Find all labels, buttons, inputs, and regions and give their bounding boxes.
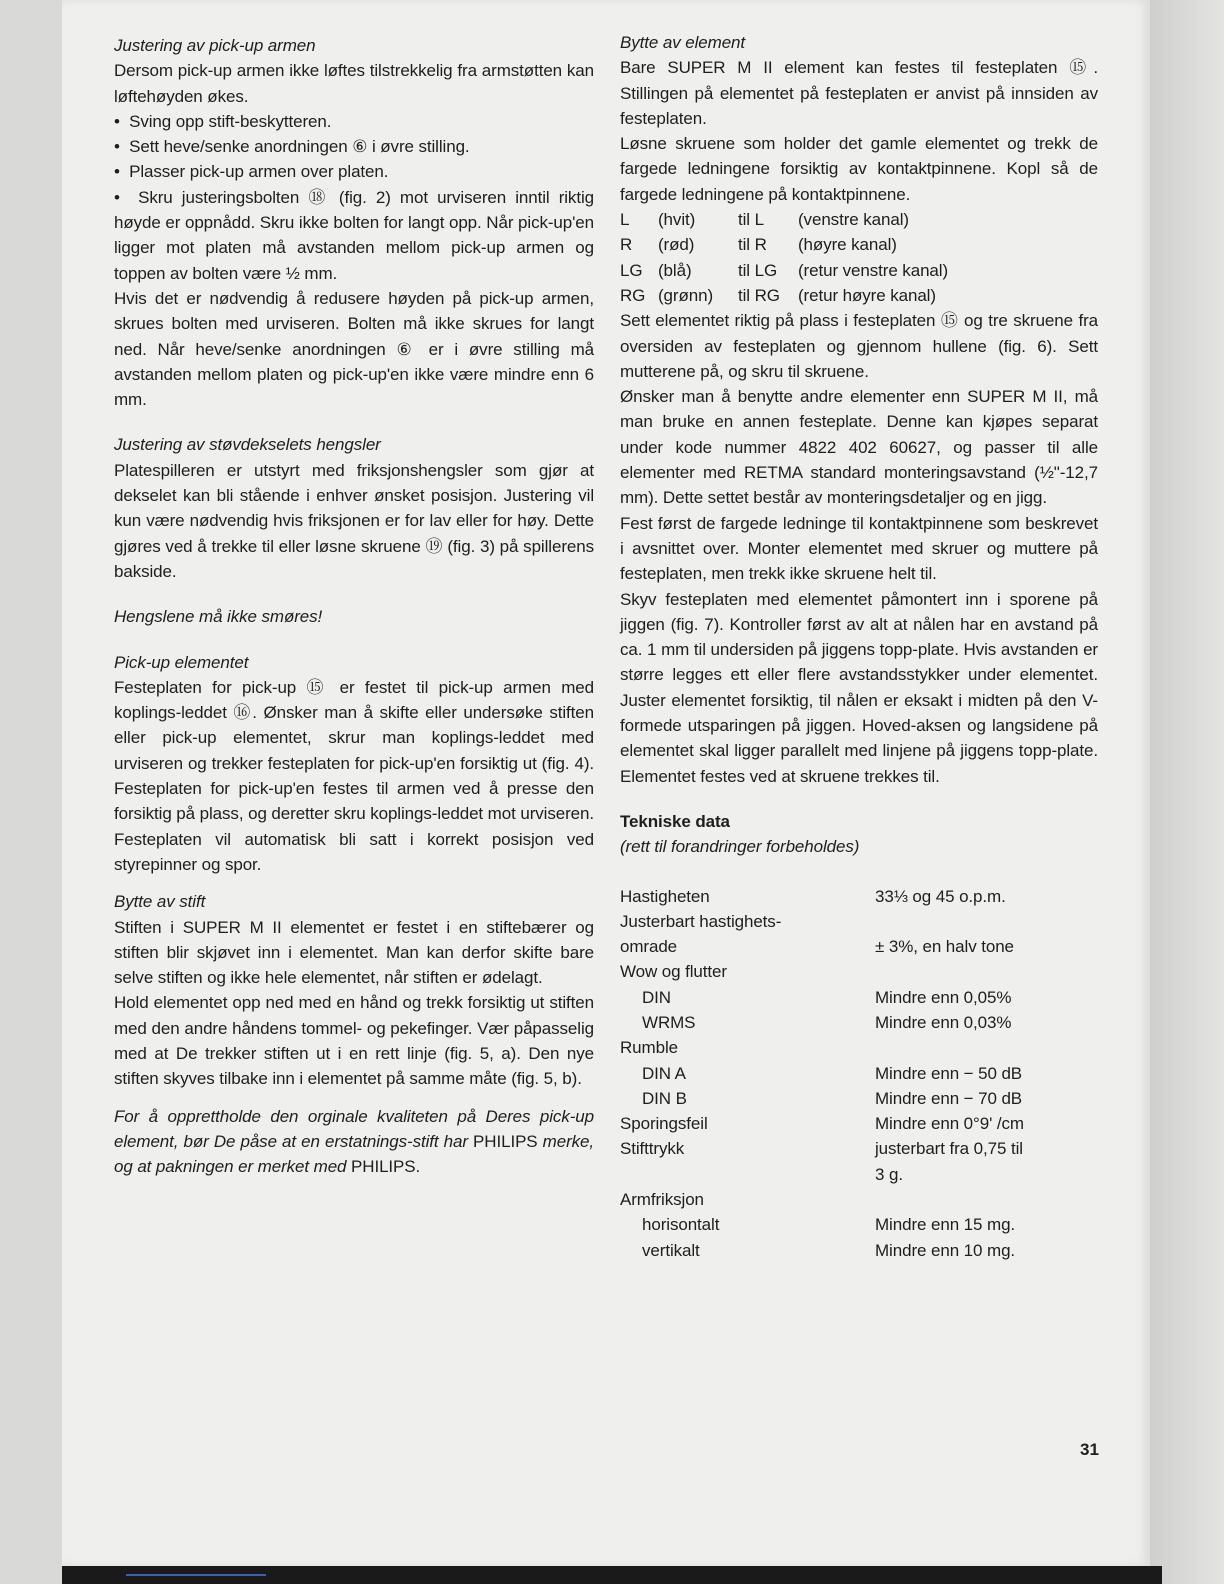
spec-row (620, 1162, 1098, 1187)
wire-target: til R (738, 235, 767, 255)
spec-row (620, 1035, 1098, 1060)
wire-color: (hvit) (658, 210, 696, 230)
paragraph: Ønsker man å benytte andre elementer enn SUPER M II, må man bruke en annen festeplate. Denne kan kjøpes separat under kode nummer 4822 402 60627, og passer til alle elementer med RETMA standard monteringsavstand (½"-12,7 mm). Dette settet består av monteringsdetaljer og en jigg. (620, 387, 1098, 508)
spec-value: Mindre enn − 70 dB (875, 1088, 1023, 1108)
brand-name: PHILIPS. (351, 1157, 421, 1177)
spec-row (620, 909, 1098, 934)
section-heading: Bytte av element (620, 33, 746, 52)
bullet-item: • Sving opp stift-beskytteren. (114, 109, 594, 134)
paragraph: Hold elementet opp ned med en hånd og trekk forsiktig ut stiften med den andre håndens tommel- og pekefinger. Vær påpasselig med at De trekker stiften ut i en rett linje (fig. 5, a). Den nye stiften skyves tilbake inn i elementet på samme måte (fig. 5, b). (114, 993, 594, 1089)
paragraph: Dersom pick-up armen ikke løftes tilstrekkelig fra armstøtten kan løftehøyden økes. (114, 61, 594, 106)
brand-name: PHILIPS (473, 1131, 538, 1151)
tech-heading: Tekniske data (620, 811, 730, 831)
spec-label: DIN (642, 987, 671, 1007)
spec-value: Mindre enn − 50 dB (875, 1063, 1023, 1083)
right-column (620, 30, 1098, 1263)
wire-table (620, 207, 1098, 308)
spec-row (620, 1111, 1098, 1136)
wire-row (620, 258, 1098, 283)
spec-label: Stifttrykk (620, 1139, 685, 1159)
wire-channel: (høyre kanal) (798, 235, 897, 255)
spec-value: Mindre enn 15 mg. (875, 1215, 1016, 1235)
spec-row (620, 884, 1098, 909)
spec-label: Hastigheten (620, 886, 710, 906)
paragraph: Bare SUPER M II element kan festes til festeplaten ⑮. Stillingen på elementet på festeplaten er anvist på innsiden av festeplaten. (620, 58, 1098, 128)
spec-value: Mindre enn 10 mg. (875, 1240, 1016, 1260)
spec-row (620, 985, 1098, 1010)
wire-code: L (620, 210, 630, 230)
spec-label: omrade (620, 937, 678, 957)
paragraph: Stiften i SUPER M II elementet er festet i en stiftebærer og stiften blir skjøvet inn i elementet. Man kan derfor skifte bare selve stiften og ikke hele elementet, når stiften er ødelagt. (114, 917, 594, 988)
wire-row (620, 232, 1098, 257)
spec-value: Mindre enn 0°9' /cm (875, 1114, 1024, 1134)
spec-label: DIN A (642, 1063, 686, 1083)
note-text: For å opprettholde den orginale kvaliteten på Deres pick-up element, bør De påse at en erstatnings-stift har (114, 1106, 594, 1151)
spec-label: horisontalt (642, 1215, 720, 1235)
spec-row (620, 1238, 1098, 1263)
tech-subheading: (rett til forandringer forbeholdes) (620, 837, 860, 857)
spec-table (620, 884, 1098, 1263)
quality-note (114, 1104, 594, 1180)
spec-label: Justerbart hastighets- (620, 911, 782, 931)
wire-code: RG (620, 285, 646, 305)
page-edge-shadow (1150, 0, 1224, 1584)
wire-code: LG (620, 260, 643, 280)
note-text: merke, og at pakningen er merket med (114, 1131, 595, 1177)
section-heading: Bytte av stift (114, 892, 206, 912)
spec-value: ± 3%, en halv tone (875, 937, 1014, 957)
spec-row (620, 1136, 1098, 1161)
section-heading: Justering av pick-up armen (114, 36, 316, 55)
wire-color: (rød) (658, 235, 695, 255)
spec-value: Mindre enn 0,05% (875, 987, 1012, 1007)
page-number: 31 (1080, 1440, 1099, 1459)
wire-channel: (venstre kanal) (798, 210, 909, 230)
spec-label: vertikalt (642, 1240, 700, 1260)
paragraph: Løsne skruene som holder det gamle elementet og trekk de fargede ledningene forsiktig av kontaktpinnene. Kopl så de fargede ledningene på kontaktpinnene. (620, 134, 1098, 204)
spec-value: 33⅓ og 45 o.p.m. (875, 886, 1006, 906)
wire-target: til L (738, 210, 764, 230)
wire-row (620, 283, 1098, 308)
paragraph: Skyv festeplaten med elementet påmontert inn i sporene på jiggen (fig. 7). Kontroller først av alt at nålen har en avstand på ca. 1 mm til undersiden på jiggens topp-plate. Hvis avstanden er større legges ett eller flere avstandsstykker under elementet. Juster elementet forsiktig, til nålen er eksakt i midten på den V-formede utsparingen på jiggen. Hoved-aksen og langsidene på elementet skal ligger parallelt med linjene på jiggens topp-plate. Elementet festes ved at skruene trekkes til. (620, 589, 1098, 786)
bottom-mark (126, 1574, 266, 1576)
wire-channel: (retur høyre kanal) (798, 285, 936, 305)
wire-target: til RG (738, 285, 780, 305)
warning-note: Hengslene må ikke smøres! (114, 607, 323, 627)
bullet-item: • Skru justeringsbolten ⑱ (fig. 2) mot urviseren inntil riktig høyde er oppnådd. Skru ikke bolten for langt opp. Når pick-up'en ligger mot platen må avstanden mellom pick-up armen og toppen av bolten være ½ mm. (114, 185, 594, 286)
paragraph: Fest først de fargede ledninge til kontaktpinnene som beskrevet i avsnittet over. Monter elementet med skruer og muttere på festeplaten, men trekk ikke skruene helt til. (620, 513, 1098, 584)
spec-row (620, 1187, 1098, 1212)
spec-row (620, 1212, 1098, 1237)
paragraph: Hvis det er nødvendig å redusere høyden på pick-up armen, skrues bolten med urviseren. Bolten må ikke skrues for langt ned. Når heve/senke anordningen ⑥ er i øvre stilling må avstanden mellom platen og pick-up'en ikke være mindre enn 6 mm. (114, 288, 594, 410)
wire-color: (grønn) (658, 285, 714, 305)
paragraph: Festeplaten for pick-up ⑮ er festet til pick-up armen med koplings-leddet ⑯. Ønsker man å skifte eller undersøke stiften eller pick-up elementet, skrur man koplings-leddet med urviseren og trekker festeplaten for pick-up'en forsiktig ut (fig. 4). Festeplaten for pick-up'en festes til armen ved å presse den forsiktig på plass, og deretter skru koplings-leddet mot urviseren. Festeplaten vil automatisk bli satt i korrekt posisjon ved styrepinner og spor. (114, 677, 594, 874)
spec-row (620, 1010, 1098, 1035)
spec-value: 3 g. (875, 1164, 903, 1184)
spec-label: Sporingsfeil (620, 1114, 708, 1134)
paragraph: Platespilleren er utstyrt med friksjonshengsler som gjør at dekselet kan bli stående i enhver ønsket posisjon. Justering vil kun være nødvendig hvis friksjonen er for lav eller for høy. Dette gjøres ved å trekke til eller løsne skruene ⑲ (fig. 3) på spillerens bakside. (114, 460, 594, 581)
spec-row (620, 959, 1098, 984)
spec-label: Armfriksjon (620, 1190, 704, 1210)
section-heading: Justering av støvdekselets hengsler (114, 435, 381, 455)
spec-row (620, 934, 1098, 959)
left-column (114, 33, 594, 1179)
wire-color: (blå) (658, 260, 692, 280)
bullet-item: • Sett heve/senke anordningen ⑥ i øvre stilling. (114, 134, 594, 159)
wire-target: til LG (738, 260, 778, 280)
bullet-item: • Plasser pick-up armen over platen. (114, 159, 594, 184)
wire-channel: (retur venstre kanal) (798, 260, 949, 280)
spec-value: justerbart fra 0,75 til (875, 1139, 1023, 1159)
wire-row (620, 207, 1098, 232)
spec-label: Rumble (620, 1038, 678, 1058)
paragraph: Sett elementet riktig på plass i festeplaten ⑮ og tre skruene fra oversiden av festeplaten og gjennom hullene (fig. 6). Sett mutterene på, og skru til skruene. (620, 311, 1098, 381)
spec-row (620, 1086, 1098, 1111)
spec-label: Wow og flutter (620, 962, 727, 982)
spec-value: Mindre enn 0,03% (875, 1012, 1012, 1032)
spec-row (620, 1061, 1098, 1086)
wire-code: R (620, 235, 633, 255)
section-heading: Pick-up elementet (114, 652, 249, 672)
spec-label: WRMS (642, 1012, 696, 1032)
spec-label: DIN B (642, 1088, 687, 1108)
